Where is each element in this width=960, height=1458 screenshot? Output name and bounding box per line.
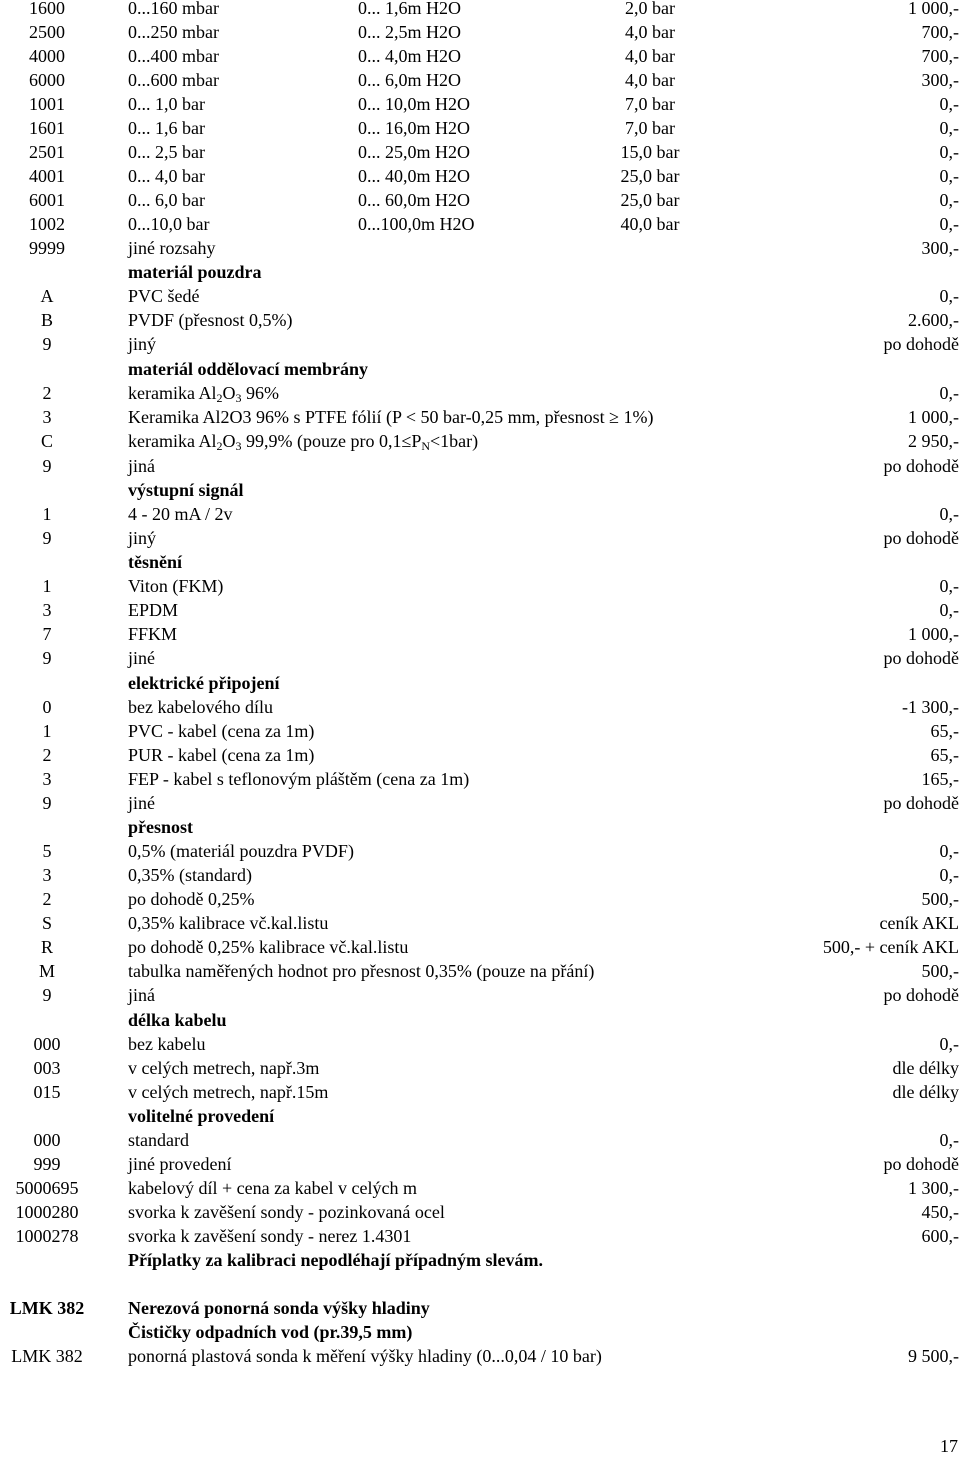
option-code: 3	[42, 769, 52, 789]
product-title: Nerezová ponorná sonda výšky hladiny	[128, 1298, 430, 1318]
option-price: -1 300,-	[902, 697, 959, 717]
option-code: A	[40, 286, 54, 306]
option-price: 500,-	[921, 961, 959, 981]
section-heading-electrical	[0, 671, 960, 695]
section-title: materiál pouzdra	[128, 262, 262, 282]
range-price: 0,-	[939, 94, 959, 114]
option-row	[0, 405, 960, 429]
range-price: 700,-	[921, 22, 959, 42]
option-row	[0, 332, 960, 356]
range-h2o: 0... 4,0m H2O	[358, 46, 461, 66]
option-desc: jiný	[128, 334, 157, 354]
option-code: 1	[42, 721, 52, 741]
option-price: po dohodě	[883, 528, 959, 548]
option-code: 0	[42, 697, 52, 717]
option-row	[0, 935, 960, 959]
section-title: délka kabelu	[128, 1010, 227, 1030]
option-code: 9	[42, 456, 52, 476]
option-row	[0, 1032, 960, 1056]
range-row	[0, 92, 960, 116]
option-price: po dohodě	[883, 1154, 959, 1174]
range-row	[0, 140, 960, 164]
range-row	[0, 0, 960, 20]
option-row	[0, 574, 960, 598]
page-number: 17	[940, 1436, 958, 1456]
option-row	[0, 1056, 960, 1080]
option-row	[0, 1224, 960, 1248]
option-code: S	[41, 913, 52, 933]
range-code: 1002	[29, 214, 65, 234]
option-price: ceník AKL	[879, 913, 959, 933]
range-h2o: 0... 16,0m H2O	[358, 118, 470, 138]
option-code: 2	[42, 889, 52, 909]
option-row	[0, 767, 960, 791]
range-overload: 4,0 bar	[625, 46, 675, 66]
range-desc: jiné rozsahy	[128, 238, 216, 258]
formula-text: O	[222, 431, 236, 451]
formula-text: 96%	[241, 383, 279, 403]
section-heading-accuracy	[0, 815, 960, 839]
option-code: 000	[33, 1130, 61, 1150]
option-price: 500,- + ceník AKL	[822, 937, 959, 957]
option-price: dle délky	[892, 1058, 959, 1078]
option-price: 0,-	[939, 576, 959, 596]
option-code: 2	[42, 383, 52, 403]
range-overload: 15,0 bar	[620, 142, 680, 162]
option-price: dle délky	[892, 1082, 959, 1102]
option-price: po dohodě	[883, 456, 959, 476]
range-h2o: 0... 60,0m H2O	[358, 190, 470, 210]
option-row	[0, 454, 960, 478]
option-price: 600,-	[921, 1226, 959, 1246]
option-desc: po dohodě 0,25%	[128, 889, 255, 909]
option-price: 450,-	[921, 1202, 959, 1222]
option-code: 7	[42, 624, 52, 644]
option-price: po dohodě	[883, 334, 959, 354]
option-desc: svorka k zavěšení sondy - pozinkovaná ocel	[128, 1202, 445, 1222]
range-overload: 2,0 bar	[625, 0, 675, 18]
option-desc: standard	[128, 1130, 189, 1150]
range-h2o: 0...100,0m H2O	[358, 214, 475, 234]
range-h2o: 0... 40,0m H2O	[358, 166, 470, 186]
range-mbar: 0... 1,0 bar	[128, 94, 205, 114]
option-desc: bez kabelu	[128, 1034, 206, 1054]
range-mbar: 0... 4,0 bar	[128, 166, 205, 186]
option-code: 1000278	[15, 1226, 79, 1246]
option-row	[0, 719, 960, 743]
range-price: 0,-	[939, 118, 959, 138]
section-title: přesnost	[128, 817, 194, 837]
option-desc: PVC šedé	[128, 286, 200, 306]
option-row	[0, 284, 960, 308]
option-code: 3	[42, 865, 52, 885]
range-price: 0,-	[939, 142, 959, 162]
option-code: 9	[42, 985, 52, 1005]
section-title: volitelné provedení	[128, 1106, 275, 1126]
option-price: 165,-	[921, 769, 959, 789]
option-price: po dohodě	[883, 648, 959, 668]
section-heading-seal	[0, 550, 960, 574]
option-row	[0, 983, 960, 1007]
option-desc: jiné	[128, 648, 155, 668]
range-mbar: 0...10,0 bar	[128, 214, 210, 234]
option-desc	[128, 381, 279, 405]
section-heading-housing	[0, 260, 960, 284]
range-overload: 7,0 bar	[625, 118, 675, 138]
option-desc: jiné provedení	[128, 1154, 232, 1174]
range-row	[0, 164, 960, 188]
option-code: C	[40, 431, 53, 451]
option-row	[0, 791, 960, 815]
option-row	[0, 839, 960, 863]
option-code: 003	[33, 1058, 61, 1078]
range-code: 2500	[29, 22, 65, 42]
option-price: 500,-	[921, 889, 959, 909]
section-title: elektrické připojení	[128, 673, 280, 693]
option-price: 1 000,-	[908, 407, 959, 427]
option-row	[0, 1176, 960, 1200]
option-code: 1000280	[15, 1202, 79, 1222]
option-code: 9	[42, 648, 52, 668]
range-code: 1601	[29, 118, 65, 138]
option-row	[0, 526, 960, 550]
option-desc: kabelový díl + cena za kabel v celých m	[128, 1178, 418, 1198]
option-desc: v celých metrech, např.15m	[128, 1082, 329, 1102]
range-overload: 7,0 bar	[625, 94, 675, 114]
range-code: 9999	[29, 238, 65, 258]
option-code: 5000695	[15, 1178, 79, 1198]
option-code: M	[38, 961, 55, 981]
option-row	[0, 1200, 960, 1224]
option-desc: FFKM	[128, 624, 178, 644]
section-title: těsnění	[128, 552, 182, 572]
range-row	[0, 44, 960, 68]
option-code: 3	[42, 407, 52, 427]
option-desc: PVDF (přesnost 0,5%)	[128, 310, 293, 330]
option-desc: PVC - kabel (cena za 1m)	[128, 721, 315, 741]
option-price: 0,-	[939, 383, 959, 403]
range-overload: 4,0 bar	[625, 22, 675, 42]
product-subtitle: Čističky odpadních vod (pr.39,5 mm)	[128, 1322, 413, 1342]
option-desc: jiná	[128, 985, 155, 1005]
option-row	[0, 887, 960, 911]
option-price: 0,-	[939, 600, 959, 620]
section-heading-optional	[0, 1104, 960, 1128]
range-price: 0,-	[939, 214, 959, 234]
option-desc: PUR - kabel (cena za 1m)	[128, 745, 315, 765]
option-desc: po dohodě 0,25% kalibrace vč.kal.listu	[128, 937, 409, 957]
option-code: 9	[42, 528, 52, 548]
option-desc: svorka k zavěšení sondy - nerez 1.4301	[128, 1226, 412, 1246]
range-price: 0,-	[939, 190, 959, 210]
range-code: 4001	[29, 166, 65, 186]
option-price: 2 950,-	[908, 431, 959, 451]
option-code: 1	[42, 576, 52, 596]
option-row	[0, 911, 960, 935]
option-desc: Viton (FKM)	[128, 576, 224, 596]
option-desc: jiný	[128, 528, 157, 548]
option-code: 3	[42, 600, 52, 620]
range-mbar: 0... 1,6 bar	[128, 118, 205, 138]
range-overload: 25,0 bar	[620, 166, 680, 186]
option-desc: Keramika Al2O3 96% s PTFE fólií (P < 50 bar-0,25 mm, přesnost ≥ 1%)	[128, 407, 654, 427]
option-row	[0, 502, 960, 526]
option-price: 1 000,-	[908, 624, 959, 644]
option-desc: EPDM	[128, 600, 179, 620]
option-code: 1	[42, 504, 52, 524]
option-desc: bez kabelového dílu	[128, 697, 273, 717]
option-price: 0,-	[939, 841, 959, 861]
range-code: 1001	[29, 94, 65, 114]
range-h2o: 0... 6,0m H2O	[358, 70, 461, 90]
option-desc: FEP - kabel s teflonovým pláštěm (cena za 1m)	[128, 769, 470, 789]
option-code: 999	[33, 1154, 61, 1174]
product-price: 9 500,-	[908, 1346, 959, 1366]
option-price: 0,-	[939, 865, 959, 885]
formula-text: 99,9% (pouze pro 0,1≤P	[241, 431, 422, 451]
option-price: 0,-	[939, 286, 959, 306]
range-price: 300,-	[921, 238, 959, 258]
product-row	[0, 1344, 960, 1368]
option-price: 65,-	[930, 721, 959, 741]
option-desc: 0,35% (standard)	[128, 865, 252, 885]
option-price: po dohodě	[883, 985, 959, 1005]
option-desc: 4 - 20 mA / 2v	[128, 504, 233, 524]
option-row	[0, 429, 960, 453]
range-row	[0, 188, 960, 212]
option-price: 2.600,-	[908, 310, 959, 330]
range-row	[0, 212, 960, 236]
option-code: 2	[42, 745, 52, 765]
formula-subscript: 2	[216, 391, 223, 405]
range-mbar: 0... 6,0 bar	[128, 190, 205, 210]
section-heading-cable-length	[0, 1008, 960, 1032]
range-price: 700,-	[921, 46, 959, 66]
option-row	[0, 959, 960, 983]
option-row	[0, 1080, 960, 1104]
formula-subscript: 3	[235, 391, 242, 405]
option-code: 9	[42, 793, 52, 813]
option-row	[0, 1128, 960, 1152]
formula-subscript: 3	[235, 439, 242, 453]
option-code: R	[40, 937, 53, 957]
product-code: LMK 382	[9, 1298, 85, 1318]
range-row	[0, 20, 960, 44]
range-row-other	[0, 236, 960, 260]
range-price: 0,-	[939, 166, 959, 186]
product-code: LMK 382	[11, 1346, 83, 1366]
section-heading-output	[0, 478, 960, 502]
range-overload: 40,0 bar	[620, 214, 680, 234]
formula-text: keramika Al	[128, 431, 217, 451]
option-code: 9	[42, 334, 52, 354]
option-price: po dohodě	[883, 793, 959, 813]
range-code: 6000	[29, 70, 65, 90]
option-desc: v celých metrech, např.3m	[128, 1058, 320, 1078]
formula-text: O	[222, 383, 236, 403]
option-code: B	[40, 310, 53, 330]
option-desc	[128, 429, 478, 453]
range-mbar: 0... 2,5 bar	[128, 142, 205, 162]
range-row	[0, 68, 960, 92]
option-price: 0,-	[939, 1130, 959, 1150]
option-row	[0, 381, 960, 405]
range-mbar: 0...400 mbar	[128, 46, 219, 66]
range-h2o: 0... 10,0m H2O	[358, 94, 470, 114]
option-desc: 0,35% kalibrace vč.kal.listu	[128, 913, 329, 933]
section-title: materiál oddělovací membrány	[128, 359, 368, 379]
option-row	[0, 622, 960, 646]
formula-subscript: N	[421, 439, 431, 453]
option-row	[0, 863, 960, 887]
option-price: 65,-	[930, 745, 959, 765]
range-row	[0, 116, 960, 140]
section-title: výstupní signál	[128, 480, 244, 500]
option-row	[0, 598, 960, 622]
option-code: 000	[33, 1034, 61, 1054]
range-h2o: 0... 2,5m H2O	[358, 22, 461, 42]
option-desc: jiná	[128, 456, 155, 476]
product-subtitle-row	[0, 1320, 960, 1344]
range-h2o: 0... 1,6m H2O	[358, 0, 461, 18]
product-heading-row	[0, 1296, 960, 1320]
option-price: 1 300,-	[908, 1178, 959, 1198]
range-overload: 25,0 bar	[620, 190, 680, 210]
option-desc: 0,5% (materiál pouzdra PVDF)	[128, 841, 354, 861]
section-heading-membrane	[0, 357, 960, 381]
formula-text: keramika Al	[128, 383, 217, 403]
option-row	[0, 695, 960, 719]
option-desc: jiné	[128, 793, 155, 813]
option-row	[0, 743, 960, 767]
option-row	[0, 646, 960, 670]
option-code: 015	[33, 1082, 61, 1102]
option-row	[0, 308, 960, 332]
option-desc: tabulka naměřených hodnot pro přesnost 0,35% (pouze na přání)	[128, 961, 595, 981]
option-price: 0,-	[939, 504, 959, 524]
range-code: 1600	[29, 0, 65, 18]
formula-subscript: 2	[216, 439, 223, 453]
option-row	[0, 1152, 960, 1176]
range-mbar: 0...600 mbar	[128, 70, 219, 90]
option-code: 5	[42, 841, 52, 861]
range-code: 4000	[29, 46, 65, 66]
range-price: 1 000,-	[908, 0, 959, 18]
calibration-note-row	[0, 1248, 960, 1272]
range-h2o: 0... 25,0m H2O	[358, 142, 470, 162]
range-mbar: 0...160 mbar	[128, 0, 219, 18]
option-price: 0,-	[939, 1034, 959, 1054]
range-price: 300,-	[921, 70, 959, 90]
product-desc: ponorná plastová sonda k měření výšky hladiny (0...0,04 / 10 bar)	[128, 1346, 602, 1366]
range-code: 2501	[29, 142, 65, 162]
range-overload: 4,0 bar	[625, 70, 675, 90]
formula-text: <1bar)	[430, 431, 479, 451]
calibration-note: Příplatky za kalibraci nepodléhají případným slevám.	[128, 1250, 544, 1270]
range-mbar: 0...250 mbar	[128, 22, 219, 42]
range-code: 6001	[29, 190, 65, 210]
